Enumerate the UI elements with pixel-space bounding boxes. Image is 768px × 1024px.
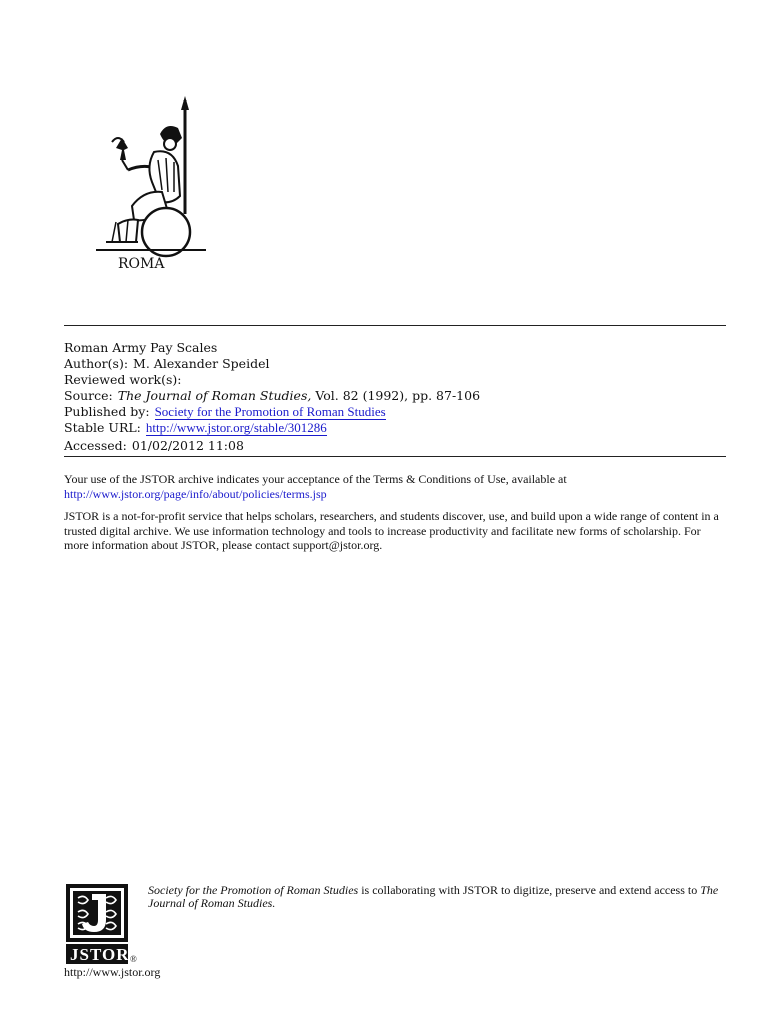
collab-journal: The Journal of Roman Studies.	[148, 883, 719, 910]
source-details: Vol. 82 (1992), pp. 87-106	[315, 388, 481, 403]
jstor-logo	[64, 884, 152, 964]
jstor-footer-url: http://www.jstor.org	[64, 965, 161, 979]
accessed-label: Accessed:	[64, 438, 127, 453]
jstor-description: JSTOR is a not-for-profit service that helps scholars, researchers, and students discover, use, and build upon a wide range of content in a trusted digital archive. We use information technology and tools to increase productivity and facilitate new forms of scholarship. For more information about JSTOR, please contact support@jstor.org.	[64, 509, 719, 552]
top-divider	[64, 325, 726, 326]
source-label: Source:	[64, 388, 113, 403]
author-row	[64, 356, 726, 372]
source-row	[64, 388, 726, 404]
bottom-divider	[64, 456, 726, 457]
jstor-logo-icon	[64, 884, 152, 964]
terms-link[interactable]: http://www.jstor.org/page/info/about/policies/terms.jsp	[64, 486, 327, 501]
terms-text: Your use of the JSTOR archive indicates your acceptance of the Terms & Conditions of Use, available at	[64, 472, 567, 486]
stable-url-label: Stable URL:	[64, 420, 141, 435]
stable-url-link[interactable]: http://www.jstor.org/stable/301286	[145, 420, 327, 435]
publisher-row	[64, 404, 726, 420]
collab-society: Society for the Promotion of Roman Studies	[148, 883, 359, 897]
article-title: Roman Army Pay Scales	[64, 340, 218, 355]
accessed-row	[64, 438, 726, 454]
article-metadata	[64, 340, 726, 454]
source-journal: The Journal of Roman Studies,	[117, 388, 312, 403]
terms-section	[64, 472, 726, 561]
author-value: M. Alexander Speidel	[133, 356, 270, 371]
published-label: Published by:	[64, 404, 150, 419]
accessed-value: 01/02/2012 11:08	[131, 438, 244, 453]
roma-figure-icon	[88, 96, 208, 276]
collaboration-note	[148, 884, 728, 909]
roma-logo	[88, 96, 208, 276]
terms-paragraph	[64, 472, 726, 501]
stable-url-row	[64, 420, 726, 436]
reviewed-works-label: Reviewed work(s):	[64, 372, 182, 387]
author-label: Author(s):	[64, 356, 129, 371]
jstor-wordmark: JSTOR	[70, 945, 130, 964]
collab-text: is collaborating with JSTOR to digitize, preserve and extend access to	[358, 883, 701, 897]
registered-mark: ®	[130, 954, 137, 964]
roma-caption: ROMA	[118, 256, 165, 272]
publisher-link[interactable]: Society for the Promotion of Roman Studies	[154, 404, 386, 419]
